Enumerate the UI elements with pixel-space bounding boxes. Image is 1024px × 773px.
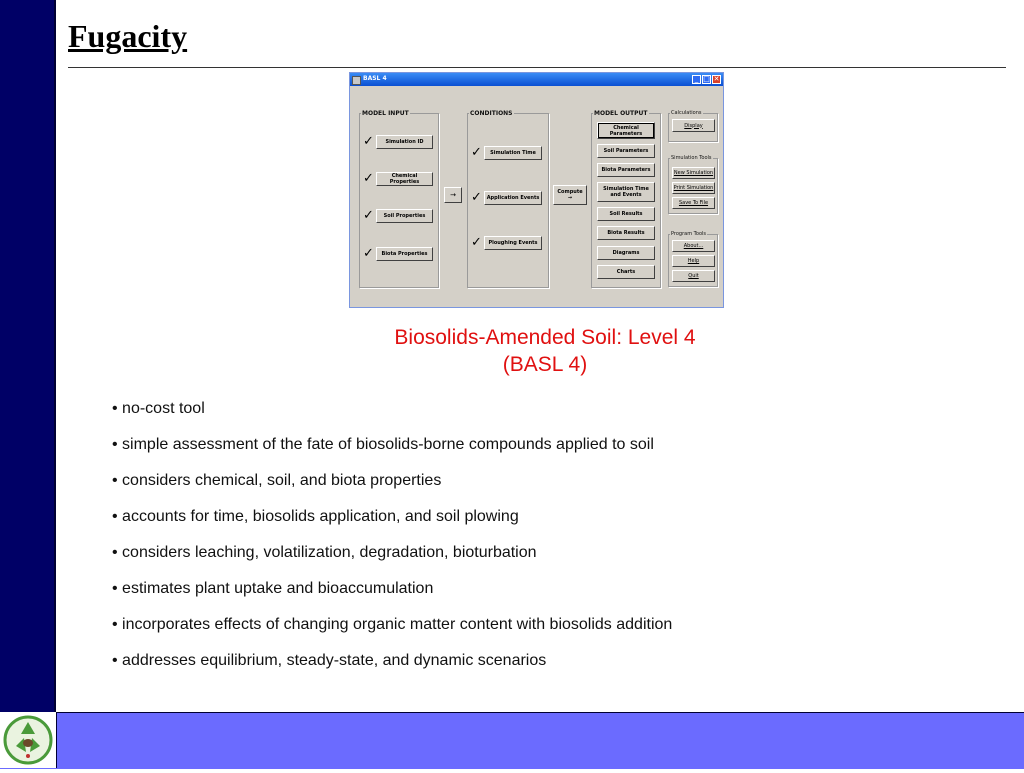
calculations-label: Calculations: [671, 110, 702, 116]
minimize-button[interactable]: _: [692, 75, 701, 84]
arrow-to-conditions-button[interactable]: →: [444, 187, 462, 203]
logo: [0, 712, 57, 768]
ploughing-events-button[interactable]: Ploughing Events: [484, 236, 542, 250]
biota-parameters-button[interactable]: Biota Parameters: [597, 163, 655, 177]
subtitle-line-1: Biosolids-Amended Soil: Level 4: [394, 326, 696, 349]
bullet-item: • estimates plant uptake and bioaccumulation: [112, 580, 434, 597]
check-mark-icon: ✓: [471, 235, 482, 250]
check-mark-icon: ✓: [363, 246, 374, 261]
bullet-item: • considers leaching, volatilization, degradation, bioturbation: [112, 544, 537, 561]
simulation-id-button[interactable]: Simulation ID: [376, 135, 433, 149]
bullet-item: • simple assessment of the fate of biosolids-borne compounds applied to soil: [112, 436, 654, 453]
help-button[interactable]: Help: [672, 255, 715, 267]
soil-results-button[interactable]: Soil Results: [597, 207, 655, 221]
soil-parameters-button[interactable]: Soil Parameters: [597, 144, 655, 158]
check-mark-icon: ✓: [363, 208, 374, 223]
close-button[interactable]: ✕: [713, 75, 720, 83]
biota-properties-button[interactable]: Biota Properties: [376, 247, 433, 261]
conditions-label: CONDITIONS: [470, 110, 513, 117]
check-mark-icon: ✓: [471, 145, 482, 160]
new-simulation-button[interactable]: New Simulation: [672, 167, 715, 179]
app-window-icon: [352, 76, 361, 85]
window-title: BASL 4: [363, 75, 387, 82]
diagrams-button[interactable]: Diagrams: [597, 246, 655, 260]
check-mark-icon: ✓: [363, 134, 374, 149]
slide-subtitle: [345, 324, 745, 378]
chemical-properties-button[interactable]: Chemical Properties: [376, 172, 433, 186]
program-tools-label: Program Tools: [671, 231, 707, 237]
check-mark-icon: ✓: [363, 171, 374, 186]
compute-button[interactable]: [553, 185, 587, 205]
bullet-item: • considers chemical, soil, and biota properties: [112, 472, 442, 489]
check-mark-icon: ✓: [471, 190, 482, 205]
bullet-item: • incorporates effects of changing organic matter content with biosolids addition: [112, 616, 673, 633]
application-events-button[interactable]: Application Events: [484, 191, 542, 205]
bullet-item: • accounts for time, biosolids application, and soil plowing: [112, 508, 519, 525]
subtitle-line-2: (BASL 4): [502, 353, 588, 376]
soil-properties-button[interactable]: Soil Properties: [376, 209, 433, 223]
simulation-time-button[interactable]: Simulation Time: [484, 146, 542, 160]
simulation-time-and-events-button[interactable]: Simulation Time and Events: [597, 182, 655, 202]
slide-title: Fugacity: [68, 18, 188, 54]
charts-button[interactable]: Charts: [597, 265, 655, 279]
display-button[interactable]: Display: [672, 119, 715, 132]
title-divider: [68, 67, 1006, 68]
feature-bullet-list: [112, 399, 672, 687]
quit-button[interactable]: Quit: [672, 270, 715, 282]
window-titlebar: [350, 73, 723, 86]
model-input-label: MODEL INPUT: [362, 110, 409, 117]
maximize-button[interactable]: □: [703, 75, 710, 83]
basl-app-window: [349, 72, 724, 308]
chemical-parameters-button[interactable]: Chemical Parameters: [597, 122, 655, 139]
print-simulation-button[interactable]: Print Simulation: [672, 182, 715, 194]
model-output-label: MODEL OUTPUT: [594, 110, 648, 117]
bottom-decorative-bar: [0, 712, 1024, 769]
biota-results-button[interactable]: Biota Results: [597, 226, 655, 240]
recycle-logo-icon: [0, 712, 56, 768]
compute-button-label: Compute: [557, 189, 583, 195]
simulation-tools-label: Simulation Tools: [671, 155, 712, 161]
about-button[interactable]: About...: [672, 240, 715, 252]
bullet-item: • addresses equilibrium, steady-state, and dynamic scenarios: [112, 652, 547, 669]
left-decorative-bar: [0, 0, 56, 712]
save-to-file-button[interactable]: Save To File: [672, 197, 715, 209]
bullet-item: • no-cost tool: [112, 400, 205, 417]
arrow-right-icon: →: [567, 195, 573, 201]
